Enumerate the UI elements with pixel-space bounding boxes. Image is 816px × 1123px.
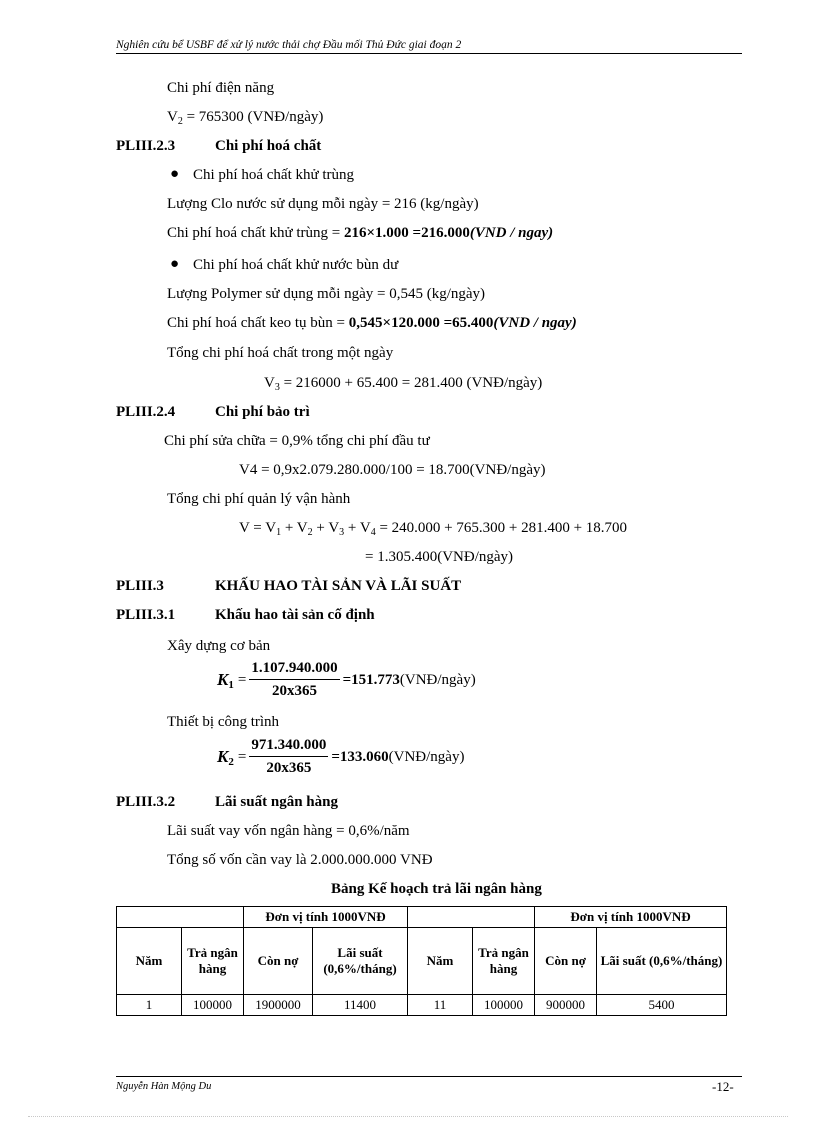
line-construction: Xây dựng cơ bản	[167, 638, 271, 654]
table-cell: 100000	[473, 995, 535, 1016]
col-header: Lãi suất (0,6%/tháng)	[597, 928, 727, 995]
page-edge-dots	[28, 1116, 788, 1117]
col-header: Trả ngân hàng	[473, 928, 535, 995]
table-unit-row	[117, 907, 727, 928]
bullet-icon: ●	[170, 256, 180, 272]
bullet-sludge: Chi phí hoá chất khử nước bùn dư	[193, 257, 399, 273]
table-cell: 1900000	[244, 995, 313, 1016]
line-coagulant-cost: Chi phí hoá chất keo tụ bùn = 0,545×120.000 =65.400(VND / ngay)	[167, 315, 577, 331]
section-number-2-4: PLIII.2.4	[116, 404, 176, 420]
k2-denominator: 20x365	[266, 760, 312, 776]
unit-label: Đơn vị tính 1000VNĐ	[535, 907, 727, 928]
line-total-chemical: Tổng chi phí hoá chất trong một ngày	[167, 345, 394, 361]
col-header: Lãi suất (0,6%/tháng)	[313, 928, 408, 995]
col-header: Còn nợ	[244, 928, 313, 995]
section-number-3: PLIII.3	[116, 578, 164, 594]
line-polymer-usage: Lượng Polymer sử dụng mỗi ngày = 0,545 (kg/ngày)	[167, 286, 486, 302]
table-cell: 1	[117, 995, 182, 1016]
col-header: Năm	[117, 928, 182, 995]
line-v4: V4 = 0,9x2.079.280.000/100 = 18.700(VNĐ/ngày)	[239, 462, 546, 478]
line-loan-total: Tổng số vốn cần vay là 2.000.000.000 VNĐ	[167, 852, 433, 868]
table-cell: 11	[408, 995, 473, 1016]
k1-numerator: 1.107.940.000	[249, 660, 339, 680]
running-header: Nghiên cứu bể USBF để xử lý nước thải chợ Đầu mối Thủ Đức giai đoạn 2	[116, 39, 462, 51]
header-rule	[116, 53, 742, 54]
section-number-3-1: PLIII.3.1	[116, 607, 176, 623]
line-chlorine-usage: Lượng Clo nước sử dụng mỗi ngày = 216 (kg/ngày)	[167, 196, 479, 212]
line-total-operation: Tổng chi phí quản lý vận hành	[167, 491, 351, 507]
table-caption: Bảng Kế hoạch trả lãi ngân hàng	[331, 881, 542, 897]
col-header: Còn nợ	[535, 928, 597, 995]
table-row	[117, 995, 727, 1016]
unit-label: Đơn vị tính 1000VNĐ	[244, 907, 408, 928]
table-cell: 100000	[182, 995, 244, 1016]
page-number: -12-	[712, 1079, 734, 1094]
bullet-disinfection: Chi phí hoá chất khử trùng	[193, 167, 355, 183]
footer-rule	[116, 1076, 742, 1077]
line-v-total: = 1.305.400(VNĐ/ngày)	[365, 549, 514, 565]
section-number-2-3: PLIII.2.3	[116, 138, 176, 154]
line-disinfection-cost: Chi phí hoá chất khử trùng = 216×1.000 =216.000(VND / ngay)	[167, 225, 554, 241]
line-v2: $V_2 = 765300$ (VNĐ/ngày)	[167, 109, 324, 127]
section-number-3-2: PLIII.3.2	[116, 794, 176, 810]
line-electricity-cost: Chi phí điện năng	[167, 80, 275, 96]
section-title-fixed-assets: Khấu hao tài sản cố định	[215, 607, 375, 623]
col-header: Trả ngân hàng	[182, 928, 244, 995]
bullet-icon: ●	[170, 166, 180, 182]
section-title-bank-interest: Lãi suất ngân hàng	[215, 794, 338, 810]
table-cell: 900000	[535, 995, 597, 1016]
section-title-depreciation-interest: KHẤU HAO TÀI SẢN VÀ LÃI SUẤT	[215, 578, 462, 594]
k1-denominator: 20x365	[271, 683, 317, 699]
section-title-maintenance: Chi phí bảo trì	[215, 404, 310, 420]
line-repair-cost: Chi phí sửa chữa = 0,9% tổng chi phí đầu tư	[164, 433, 430, 449]
table-cell: 11400	[313, 995, 408, 1016]
footer-author: Nguyễn Hàn Mộng Du	[116, 1081, 212, 1092]
line-interest-rate: Lãi suất vay vốn ngân hàng = 0,6%/năm	[167, 823, 410, 839]
repayment-table	[116, 906, 727, 1016]
section-title-chemical-cost: Chi phí hoá chất	[215, 138, 322, 154]
formula-k1: $K_1$ = $\frac{1.107.940.000}{20x365}$ =151.773 (VNĐ/ngày)	[217, 660, 476, 699]
table-cell: 5400	[597, 995, 727, 1016]
formula-k2: $K_2$ = $\frac{971.340.000}{20x365}$ =133.060 (VNĐ/ngày)	[217, 737, 465, 776]
line-v3: $V_3 = 216000 + 65.400 = 281.400$ (VNĐ/ngày)	[264, 375, 543, 393]
col-header: Năm	[408, 928, 473, 995]
table-header-row	[117, 928, 727, 995]
line-v-sum: $V = V_1 + V_2 + V_3 + V_4 = 240.000 + 765.300 + 281.400 + 18.700$	[239, 520, 628, 538]
line-equipment: Thiết bị công trình	[167, 714, 280, 730]
k2-numerator: 971.340.000	[249, 737, 328, 757]
